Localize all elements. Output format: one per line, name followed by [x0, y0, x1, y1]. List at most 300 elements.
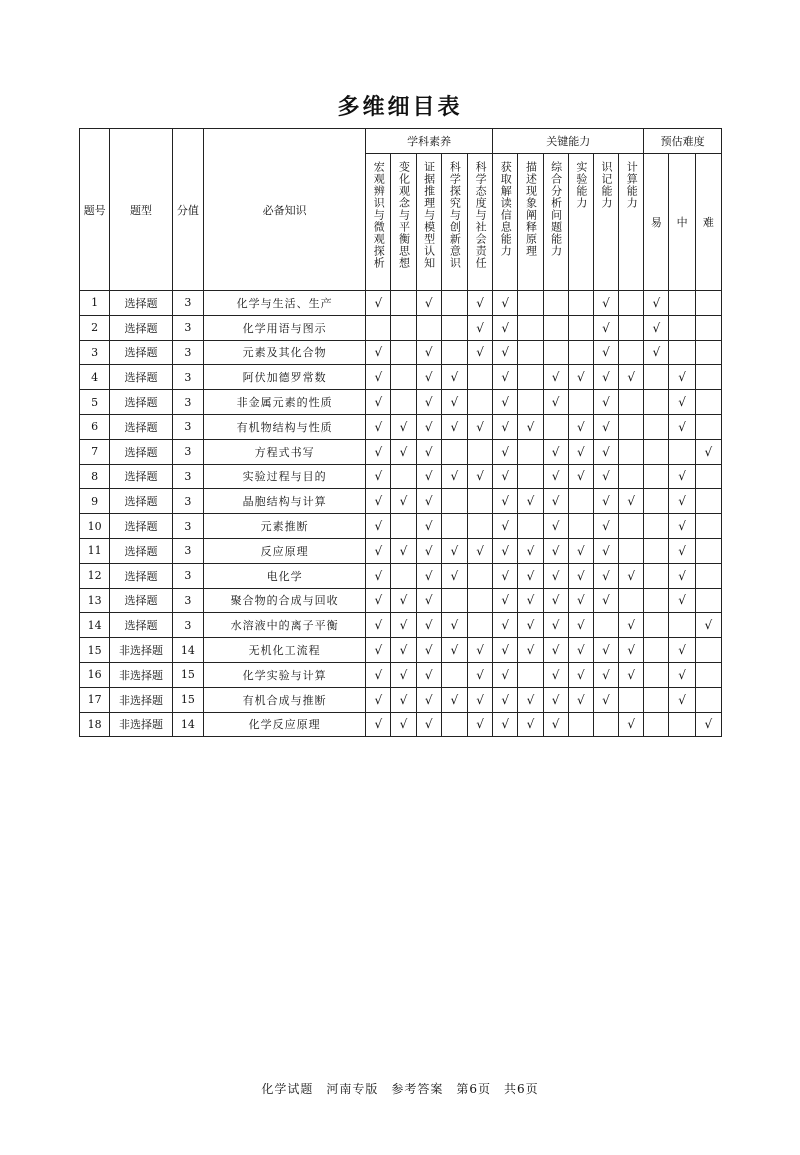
check-mark-icon: √: [678, 692, 686, 707]
cell-difficulty: [644, 588, 669, 613]
cell-literacy: [366, 315, 391, 340]
cell-ability: [493, 390, 518, 415]
check-mark-icon: √: [424, 370, 433, 385]
cell-literacy: [366, 464, 391, 489]
cell-score: 3: [172, 464, 203, 489]
check-mark-icon: √: [551, 667, 560, 682]
cell-score: 3: [172, 340, 203, 365]
check-mark-icon: √: [551, 519, 560, 534]
cell-literacy: [467, 712, 492, 737]
check-mark-icon: √: [424, 519, 433, 534]
header-literacy-label: 变化观念与平衡思想: [397, 161, 411, 269]
cell-ability: [619, 687, 644, 712]
check-mark-icon: √: [374, 692, 383, 707]
page-footer: 化学试题 河南专版 参考答案 第6页 共6页: [261, 1082, 539, 1096]
cell-difficulty: [669, 638, 695, 663]
cell-literacy: [416, 687, 441, 712]
cell-ability: [568, 315, 593, 340]
check-mark-icon: √: [501, 320, 510, 335]
cell-ability: [493, 414, 518, 439]
cell-difficulty: [695, 390, 721, 415]
cell-literacy: [441, 390, 467, 415]
cell-ability: [518, 662, 543, 687]
cell-difficulty: [695, 613, 721, 638]
cell-knowledge: 水溶液中的离子平衡: [203, 613, 365, 638]
cell-no: 1: [80, 291, 110, 316]
cell-literacy: [391, 588, 416, 613]
header-literacy-label: 宏观辨识与微观探析: [372, 161, 386, 269]
check-mark-icon: √: [374, 444, 383, 459]
check-mark-icon: √: [602, 395, 610, 410]
check-mark-icon: √: [678, 494, 686, 509]
header-literacy-3: [441, 154, 467, 291]
cell-no: 9: [80, 489, 110, 514]
table-row: [80, 712, 722, 737]
cell-literacy: [416, 514, 441, 539]
header-group-difficulty: 预估难度: [644, 129, 722, 154]
cell-ability: [619, 489, 644, 514]
cell-literacy: [416, 291, 441, 316]
cell-literacy: [467, 638, 492, 663]
check-mark-icon: √: [627, 717, 636, 732]
table-row: [80, 464, 722, 489]
check-mark-icon: √: [551, 370, 560, 385]
cell-literacy: [366, 514, 391, 539]
cell-literacy: [366, 489, 391, 514]
check-mark-icon: √: [374, 717, 383, 732]
check-mark-icon: √: [576, 618, 585, 633]
header-literacy-label: 科学态度与社会责任: [474, 161, 488, 269]
cell-literacy: [366, 662, 391, 687]
cell-no: 15: [80, 638, 110, 663]
cell-difficulty: [695, 291, 721, 316]
cell-type: 选择题: [110, 489, 172, 514]
cell-ability: [543, 712, 568, 737]
check-mark-icon: √: [476, 295, 484, 310]
header-type: 题型: [110, 129, 172, 291]
check-mark-icon: √: [602, 568, 610, 583]
cell-difficulty: [669, 315, 695, 340]
cell-difficulty: [644, 390, 669, 415]
cell-literacy: [416, 340, 441, 365]
check-mark-icon: √: [501, 618, 510, 633]
cell-ability: [593, 563, 618, 588]
cell-score: 3: [172, 291, 203, 316]
cell-ability: [593, 712, 618, 737]
cell-no: 14: [80, 613, 110, 638]
cell-literacy: [366, 291, 391, 316]
cell-ability: [619, 390, 644, 415]
cell-knowledge: 方程式书写: [203, 439, 365, 464]
check-mark-icon: √: [602, 320, 610, 335]
check-mark-icon: √: [551, 444, 560, 459]
cell-ability: [568, 439, 593, 464]
cell-no: 5: [80, 390, 110, 415]
check-mark-icon: √: [399, 419, 408, 434]
cell-literacy: [366, 414, 391, 439]
cell-ability: [619, 464, 644, 489]
cell-literacy: [416, 315, 441, 340]
cell-ability: [593, 538, 618, 563]
check-mark-icon: √: [476, 469, 484, 484]
check-mark-icon: √: [476, 543, 484, 558]
header-ability-label: 识记能力: [600, 161, 613, 209]
cell-difficulty: [695, 538, 721, 563]
check-mark-icon: √: [551, 469, 560, 484]
check-mark-icon: √: [602, 419, 610, 434]
table-row: [80, 340, 722, 365]
cell-difficulty: [695, 340, 721, 365]
cell-type: 非选择题: [110, 662, 172, 687]
cell-ability: [619, 514, 644, 539]
cell-ability: [543, 662, 568, 687]
check-mark-icon: √: [501, 593, 510, 608]
cell-no: 10: [80, 514, 110, 539]
cell-literacy: [416, 563, 441, 588]
cell-ability: [543, 390, 568, 415]
header-ability-5: [619, 154, 644, 291]
check-mark-icon: √: [450, 419, 459, 434]
cell-ability: [593, 439, 618, 464]
cell-literacy: [391, 414, 416, 439]
cell-literacy: [467, 588, 492, 613]
cell-ability: [593, 315, 618, 340]
cell-literacy: [441, 638, 467, 663]
header-difficulty-0: 易: [644, 154, 669, 291]
header-literacy-2: [416, 154, 441, 291]
cell-difficulty: [644, 563, 669, 588]
cell-ability: [593, 489, 618, 514]
cell-ability: [493, 315, 518, 340]
cell-score: 3: [172, 390, 203, 415]
check-mark-icon: √: [399, 667, 408, 682]
cell-ability: [568, 489, 593, 514]
cell-ability: [619, 662, 644, 687]
cell-ability: [543, 439, 568, 464]
check-mark-icon: √: [424, 419, 433, 434]
cell-literacy: [391, 563, 416, 588]
header-literacy-label: 证据推理与模型认知: [422, 161, 436, 269]
cell-ability: [568, 638, 593, 663]
check-mark-icon: √: [602, 692, 610, 707]
check-mark-icon: √: [399, 643, 408, 658]
cell-score: 3: [172, 365, 203, 390]
cell-ability: [518, 464, 543, 489]
cell-literacy: [416, 414, 441, 439]
check-mark-icon: √: [551, 643, 560, 658]
cell-ability: [518, 414, 543, 439]
check-mark-icon: √: [678, 419, 686, 434]
cell-difficulty: [669, 563, 695, 588]
check-mark-icon: √: [627, 370, 636, 385]
check-mark-icon: √: [450, 469, 459, 484]
cell-score: 14: [172, 712, 203, 737]
check-mark-icon: √: [424, 643, 433, 658]
cell-literacy: [366, 390, 391, 415]
cell-literacy: [441, 613, 467, 638]
check-mark-icon: √: [399, 494, 408, 509]
cell-difficulty: [669, 390, 695, 415]
cell-ability: [593, 414, 618, 439]
check-mark-icon: √: [450, 543, 459, 558]
cell-difficulty: [669, 439, 695, 464]
cell-score: 3: [172, 613, 203, 638]
cell-literacy: [467, 340, 492, 365]
check-mark-icon: √: [424, 295, 433, 310]
cell-no: 13: [80, 588, 110, 613]
cell-type: 选择题: [110, 563, 172, 588]
cell-knowledge: 元素推断: [203, 514, 365, 539]
cell-ability: [593, 588, 618, 613]
table-row: [80, 439, 722, 464]
check-mark-icon: √: [602, 494, 610, 509]
cell-literacy: [441, 712, 467, 737]
cell-score: 3: [172, 563, 203, 588]
header-literacy-0: [366, 154, 391, 291]
cell-score: 3: [172, 489, 203, 514]
cell-ability: [518, 638, 543, 663]
cell-difficulty: [644, 414, 669, 439]
cell-literacy: [366, 588, 391, 613]
cell-knowledge: 化学用语与图示: [203, 315, 365, 340]
check-mark-icon: √: [526, 717, 535, 732]
cell-literacy: [416, 365, 441, 390]
header-literacy-4: [467, 154, 492, 291]
check-mark-icon: √: [424, 717, 433, 732]
check-mark-icon: √: [374, 345, 383, 360]
check-mark-icon: √: [602, 519, 610, 534]
cell-ability: [518, 340, 543, 365]
cell-ability: [568, 514, 593, 539]
check-mark-icon: √: [450, 370, 459, 385]
check-mark-icon: √: [576, 593, 585, 608]
cell-literacy: [441, 365, 467, 390]
cell-ability: [518, 365, 543, 390]
cell-literacy: [416, 390, 441, 415]
cell-no: 16: [80, 662, 110, 687]
cell-literacy: [391, 340, 416, 365]
cell-knowledge: 电化学: [203, 563, 365, 588]
check-mark-icon: √: [678, 469, 686, 484]
cell-ability: [619, 638, 644, 663]
check-mark-icon: √: [450, 643, 459, 658]
check-mark-icon: √: [501, 643, 510, 658]
cell-difficulty: [669, 687, 695, 712]
check-mark-icon: √: [576, 692, 585, 707]
specification-table: [79, 128, 722, 737]
cell-knowledge: 化学实验与计算: [203, 662, 365, 687]
header-ability-1: [518, 154, 543, 291]
cell-difficulty: [644, 514, 669, 539]
cell-type: 选择题: [110, 291, 172, 316]
check-mark-icon: √: [627, 494, 636, 509]
check-mark-icon: √: [501, 543, 510, 558]
table-row: [80, 638, 722, 663]
check-mark-icon: √: [424, 593, 433, 608]
cell-literacy: [416, 613, 441, 638]
cell-literacy: [366, 712, 391, 737]
cell-ability: [518, 588, 543, 613]
check-mark-icon: √: [678, 667, 686, 682]
check-mark-icon: √: [526, 419, 535, 434]
check-mark-icon: √: [399, 593, 408, 608]
cell-literacy: [416, 464, 441, 489]
cell-ability: [619, 712, 644, 737]
cell-literacy: [391, 489, 416, 514]
cell-ability: [543, 340, 568, 365]
cell-score: 3: [172, 514, 203, 539]
check-mark-icon: √: [399, 692, 408, 707]
check-mark-icon: √: [501, 345, 510, 360]
check-mark-icon: √: [602, 667, 610, 682]
cell-knowledge: 反应原理: [203, 538, 365, 563]
check-mark-icon: √: [627, 618, 636, 633]
header-literacy-label: 科学探究与创新意识: [448, 161, 462, 269]
table-row: [80, 538, 722, 563]
cell-difficulty: [644, 291, 669, 316]
check-mark-icon: √: [526, 692, 535, 707]
cell-literacy: [366, 439, 391, 464]
check-mark-icon: √: [476, 419, 484, 434]
check-mark-icon: √: [678, 593, 686, 608]
cell-difficulty: [669, 588, 695, 613]
cell-literacy: [441, 588, 467, 613]
cell-ability: [493, 489, 518, 514]
check-mark-icon: √: [602, 643, 610, 658]
check-mark-icon: √: [424, 469, 433, 484]
cell-literacy: [416, 638, 441, 663]
cell-type: 非选择题: [110, 687, 172, 712]
check-mark-icon: √: [501, 444, 510, 459]
cell-literacy: [441, 340, 467, 365]
cell-ability: [518, 514, 543, 539]
cell-literacy: [467, 414, 492, 439]
cell-difficulty: [695, 439, 721, 464]
check-mark-icon: √: [551, 395, 560, 410]
check-mark-icon: √: [476, 320, 484, 335]
check-mark-icon: √: [652, 320, 661, 335]
cell-ability: [543, 489, 568, 514]
cell-ability: [593, 514, 618, 539]
header-ability-0: [493, 154, 518, 291]
check-mark-icon: √: [374, 519, 383, 534]
check-mark-icon: √: [424, 568, 433, 583]
cell-literacy: [391, 538, 416, 563]
cell-ability: [493, 638, 518, 663]
cell-ability: [493, 687, 518, 712]
cell-difficulty: [669, 514, 695, 539]
cell-ability: [543, 514, 568, 539]
cell-ability: [493, 340, 518, 365]
cell-knowledge: 元素及其化合物: [203, 340, 365, 365]
cell-literacy: [391, 712, 416, 737]
check-mark-icon: √: [424, 543, 433, 558]
cell-ability: [493, 588, 518, 613]
cell-ability: [593, 687, 618, 712]
cell-literacy: [391, 613, 416, 638]
check-mark-icon: √: [374, 618, 383, 633]
header-group-ability: 关键能力: [493, 129, 644, 154]
header-ability-label: 实验能力: [574, 161, 588, 209]
cell-difficulty: [695, 489, 721, 514]
cell-knowledge: 有机物结构与性质: [203, 414, 365, 439]
cell-literacy: [467, 439, 492, 464]
cell-literacy: [391, 687, 416, 712]
cell-ability: [619, 588, 644, 613]
cell-ability: [619, 439, 644, 464]
cell-ability: [568, 538, 593, 563]
cell-difficulty: [695, 464, 721, 489]
cell-ability: [593, 340, 618, 365]
cell-score: 14: [172, 638, 203, 663]
cell-knowledge: 无机化工流程: [203, 638, 365, 663]
cell-difficulty: [644, 365, 669, 390]
cell-ability: [518, 563, 543, 588]
cell-literacy: [441, 687, 467, 712]
cell-difficulty: [644, 439, 669, 464]
check-mark-icon: √: [678, 543, 686, 558]
cell-ability: [619, 613, 644, 638]
check-mark-icon: √: [501, 717, 510, 732]
cell-literacy: [467, 464, 492, 489]
check-mark-icon: √: [526, 593, 535, 608]
table-row: [80, 489, 722, 514]
cell-ability: [493, 538, 518, 563]
check-mark-icon: √: [476, 345, 484, 360]
cell-ability: [568, 365, 593, 390]
check-mark-icon: √: [424, 494, 433, 509]
check-mark-icon: √: [501, 370, 510, 385]
check-mark-icon: √: [526, 618, 535, 633]
header-group-literacy: 学科素养: [366, 129, 493, 154]
check-mark-icon: √: [450, 395, 459, 410]
table-row: [80, 291, 722, 316]
cell-knowledge: 聚合物的合成与回收: [203, 588, 365, 613]
check-mark-icon: √: [551, 494, 560, 509]
table-row: [80, 365, 722, 390]
check-mark-icon: √: [501, 295, 510, 310]
check-mark-icon: √: [501, 469, 510, 484]
check-mark-icon: √: [374, 469, 383, 484]
cell-score: 3: [172, 538, 203, 563]
check-mark-icon: √: [678, 519, 686, 534]
cell-type: 选择题: [110, 588, 172, 613]
check-mark-icon: √: [551, 593, 560, 608]
cell-ability: [619, 340, 644, 365]
check-mark-icon: √: [551, 717, 560, 732]
cell-literacy: [467, 662, 492, 687]
cell-ability: [493, 464, 518, 489]
cell-literacy: [467, 291, 492, 316]
cell-no: 8: [80, 464, 110, 489]
cell-ability: [493, 291, 518, 316]
cell-literacy: [391, 638, 416, 663]
check-mark-icon: √: [576, 643, 585, 658]
check-mark-icon: √: [704, 717, 713, 732]
cell-literacy: [441, 464, 467, 489]
cell-type: 选择题: [110, 340, 172, 365]
cell-difficulty: [669, 662, 695, 687]
cell-difficulty: [669, 291, 695, 316]
cell-difficulty: [644, 662, 669, 687]
header-difficulty-1: 中: [669, 154, 695, 291]
cell-difficulty: [669, 712, 695, 737]
cell-literacy: [391, 464, 416, 489]
cell-type: 选择题: [110, 514, 172, 539]
check-mark-icon: √: [551, 692, 560, 707]
header-score: 分值: [172, 129, 203, 291]
cell-difficulty: [695, 414, 721, 439]
